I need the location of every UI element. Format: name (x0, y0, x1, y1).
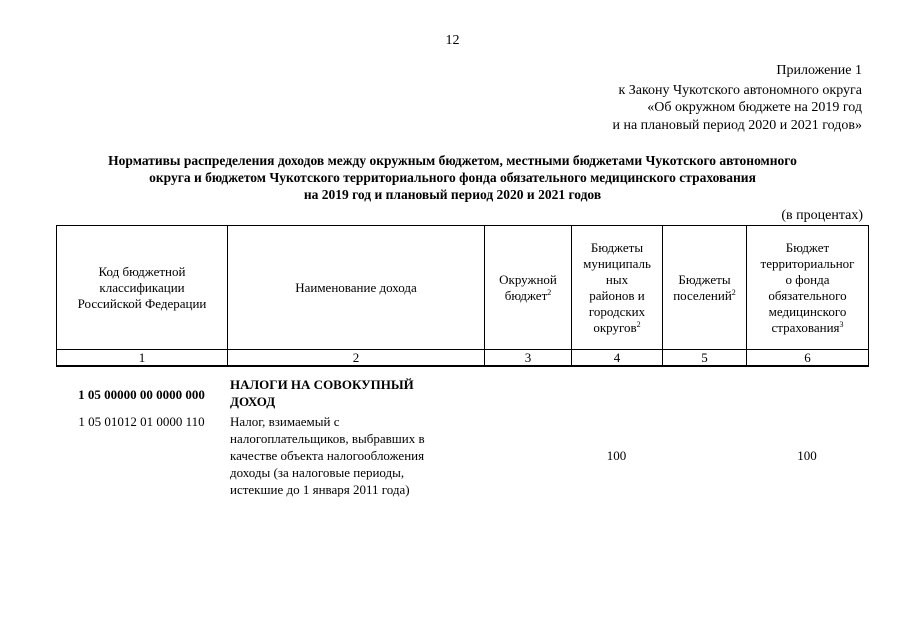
column-numbers-row (57, 350, 869, 367)
title-line-3: на 2019 год и плановый период 2020 и 2021 годов (303, 187, 602, 202)
header-name: Наименование дохода (228, 226, 485, 350)
row-code: 1 05 01012 01 0000 110 (78, 414, 205, 429)
column-number: 5 (663, 350, 747, 367)
row-name: Налог, взимаемый с налогоплательщиков, выбравших в качестве объекта налогообложения доходы (за налоговые периоды, истекшие до 1 января 2011 года) (230, 414, 425, 497)
header-table (56, 225, 869, 367)
row-value-insurance: 100 (797, 447, 817, 463)
row-name: НАЛОГИ НА СОВОКУПНЫЙ ДОХОД (230, 377, 414, 409)
title-line-1: Нормативы распределения доходов между окружным бюджетом, местными бюджетами Чукотского автономного (108, 153, 797, 168)
table-row (56, 374, 868, 412)
header-code: Код бюджетной классификации Российской Федерации (57, 226, 228, 350)
unit-note: (в процентах) (781, 208, 863, 223)
column-number: 6 (747, 350, 869, 367)
column-number: 3 (485, 350, 572, 367)
row-value-municipal (571, 374, 662, 412)
header-row (57, 226, 869, 350)
header-settlement-budgets: Бюджеты поселений$^2$ (663, 226, 747, 350)
header-district-budget: Окружной бюджет$^2$ (485, 226, 572, 350)
row-value-municipal: 100 (606, 447, 627, 463)
header-insurance-fund: Бюджет территориальног о фонда обязательного медицинского страхования$^3$ (747, 226, 869, 350)
page-number: 12 (445, 33, 460, 48)
column-number: 2 (228, 350, 485, 367)
column-number: 4 (572, 350, 663, 367)
appendix-line-4: и на плановый период 2020 и 2021 годов» (612, 118, 862, 133)
appendix-line-1: Приложение 1 (776, 63, 862, 78)
title-line-2: округа и бюджетом Чукотского территориального фонда обязательного медицинского страхования (149, 170, 756, 185)
header-municipal-budgets: Бюджеты муниципаль ных районов и городских округов$^2$ (572, 226, 663, 350)
row-code: 1 05 00000 00 0000 000 (78, 386, 205, 402)
appendix-line-2: к Закону Чукотского автономного округа (618, 83, 862, 98)
column-number: 1 (57, 350, 228, 367)
appendix-line-3: «Об окружном бюджете на 2019 год (647, 100, 862, 115)
row-value-insurance (746, 374, 868, 412)
data-table (56, 374, 868, 498)
table-row (56, 412, 868, 498)
